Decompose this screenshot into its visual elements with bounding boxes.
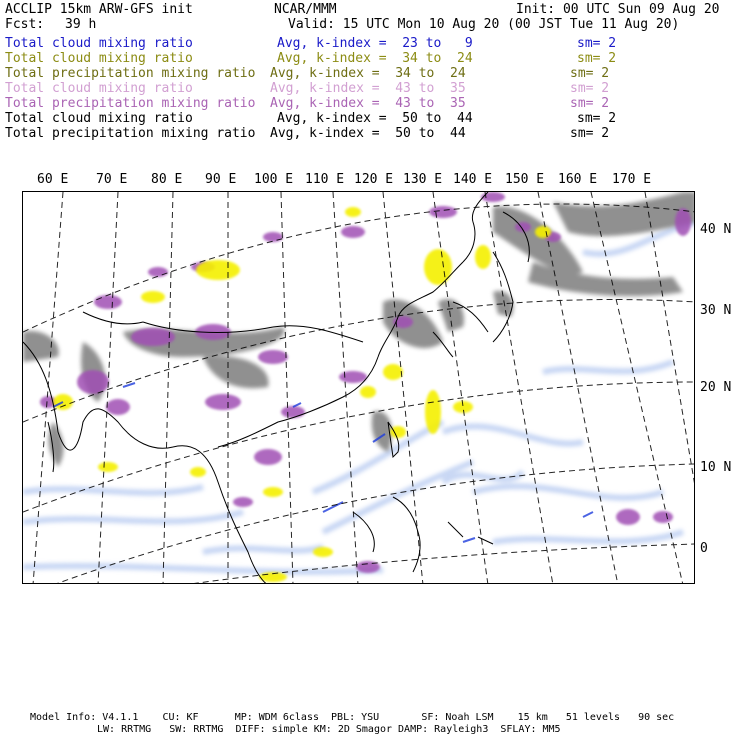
- fcst-value: 39 h: [65, 17, 97, 32]
- lon-label-110e: 110 E: [305, 172, 345, 187]
- legend-field-3: Total precipitation mixing ratio: [5, 66, 256, 81]
- org-label: NCAR/MMM: [274, 2, 337, 17]
- lon-label-150e: 150 E: [505, 172, 545, 187]
- legend-sm-3: sm= 2: [570, 66, 610, 81]
- lon-label-160e: 160 E: [558, 172, 598, 187]
- lon-label-170e: 170 E: [612, 172, 652, 187]
- lat-label-40n: 40 N: [700, 222, 732, 237]
- legend-sm-5: sm= 2: [570, 96, 610, 111]
- legend-sm-6: sm= 2: [577, 111, 617, 126]
- lon-label-90e: 90 E: [205, 172, 237, 187]
- legend-avg-7: Avg, k-index = 50 to 44: [270, 126, 466, 141]
- lon-label-60e: 60 E: [37, 172, 69, 187]
- legend-sm-7: sm= 2: [570, 126, 610, 141]
- model-info-line-1: Model Info: V4.1.1 CU: KF MP: WDM 6class PBL: YSU SF: Noah LSM 15 km 51 levels 90 sec: [30, 712, 675, 723]
- lat-label-10n: 10 N: [700, 460, 732, 475]
- title-left: ACCLIP 15km ARW-GFS init: [5, 2, 193, 17]
- legend-avg-3: Avg, k-index = 34 to 24: [270, 66, 466, 81]
- lon-label-70e: 70 E: [96, 172, 128, 187]
- model-info-line-2: LW: RRTMG SW: RRTMG DIFF: simple KM: 2D Smagor DAMP: Rayleigh3 SFLAY: MM5: [97, 724, 561, 735]
- lon-label-100e: 100 E: [254, 172, 294, 187]
- legend-field-4: Total cloud mixing ratio: [5, 81, 193, 96]
- legend-field-1: Total cloud mixing ratio: [5, 36, 193, 51]
- lat-label-30n: 30 N: [700, 303, 732, 318]
- low-mid-cloud-field: [53, 207, 551, 582]
- legend-sm-2: sm= 2: [577, 51, 617, 66]
- lon-label-80e: 80 E: [151, 172, 183, 187]
- map-panel: [22, 191, 695, 584]
- mid-cloud-field: [40, 192, 691, 573]
- legend-sm-4: sm= 2: [570, 81, 610, 96]
- legend-avg-4: Avg, k-index = 43 to 35: [270, 81, 466, 96]
- legend-avg-6: Avg, k-index = 50 to 44: [277, 111, 473, 126]
- lat-label-0: 0: [700, 541, 708, 556]
- fcst-label: Fcst:: [5, 17, 45, 32]
- valid-time: Valid: 15 UTC Mon 10 Aug 20 (00 JST Tue 11 Aug 20): [288, 17, 680, 32]
- legend-avg-5: Avg, k-index = 43 to 35: [270, 96, 466, 111]
- low-cloud-field: [23, 222, 695, 572]
- lat-label-20n: 20 N: [700, 380, 732, 395]
- legend-field-5: Total precipitation mixing ratio: [5, 96, 256, 111]
- init-time: Init: 00 UTC Sun 09 Aug 20: [516, 2, 720, 17]
- lon-label-130e: 130 E: [403, 172, 443, 187]
- legend-field-6: Total cloud mixing ratio: [5, 111, 193, 126]
- legend-field-7: Total precipitation mixing ratio: [5, 126, 256, 141]
- legend-avg-1: Avg, k-index = 23 to 9: [277, 36, 473, 51]
- map-canvas: [23, 192, 695, 584]
- legend-avg-2: Avg, k-index = 34 to 24: [277, 51, 473, 66]
- lon-label-120e: 120 E: [354, 172, 394, 187]
- lon-label-140e: 140 E: [453, 172, 493, 187]
- legend-sm-1: sm= 2: [577, 36, 617, 51]
- legend-field-2: Total cloud mixing ratio: [5, 51, 193, 66]
